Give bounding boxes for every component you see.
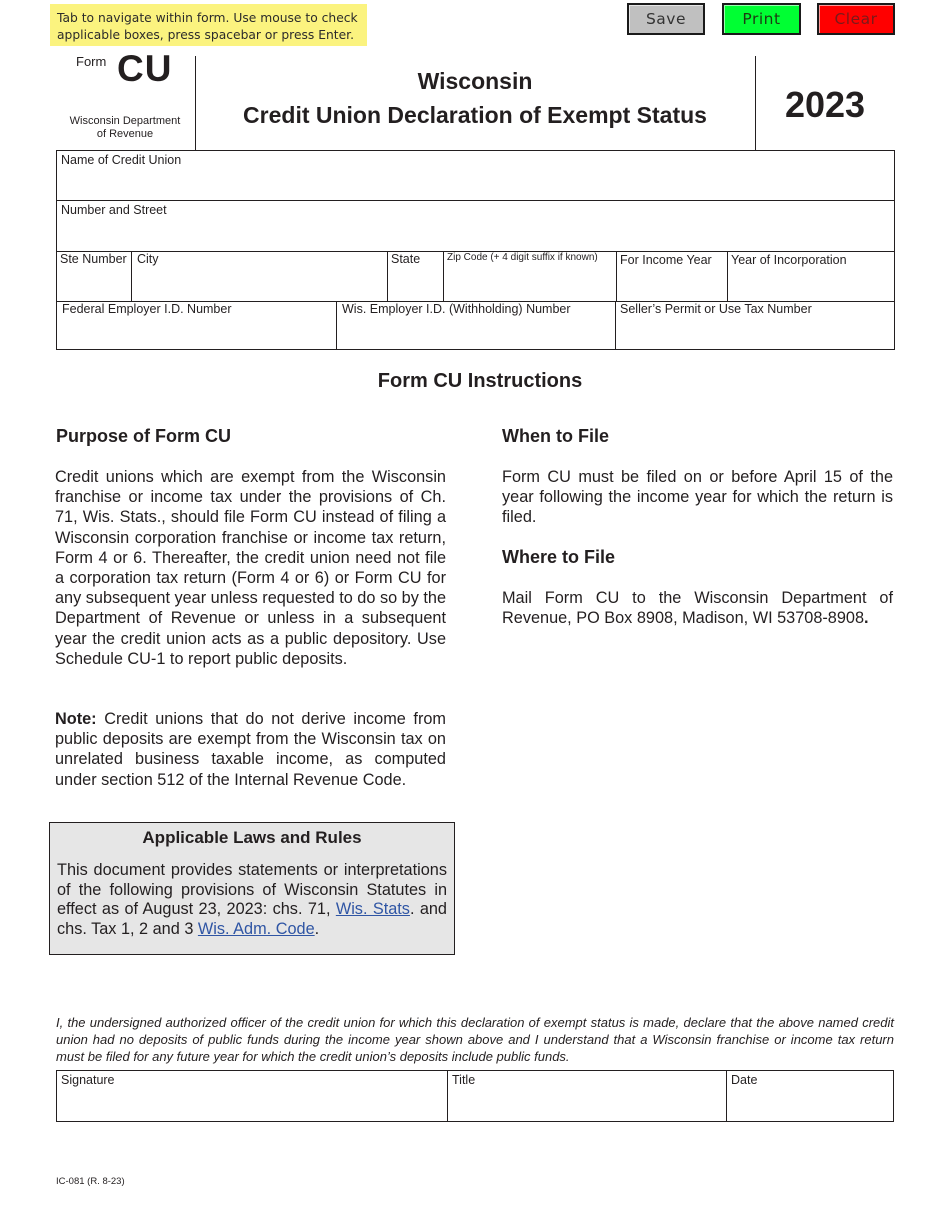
laws-text-part2: . and chs. Tax 1, 2 and 3 xyxy=(57,900,447,938)
note-text: Credit unions that do not derive income from public deposits are exempt from the Wisconsin tax on unrelated business taxable income, as computed under section 512 of the Internal Revenue Code. xyxy=(55,710,446,789)
street-input[interactable] xyxy=(57,219,894,250)
form-label: Form xyxy=(76,54,107,69)
save-button[interactable]: Save xyxy=(627,3,705,35)
where-to-file-heading: Where to File xyxy=(502,547,616,567)
title-label: Title xyxy=(452,1073,476,1087)
date-input[interactable] xyxy=(727,1089,893,1120)
signature-grid xyxy=(56,1070,894,1122)
fein-input[interactable] xyxy=(57,319,336,349)
applicable-laws-title: Applicable Laws and Rules xyxy=(142,828,362,847)
applicable-laws-text xyxy=(50,861,454,939)
print-button[interactable]: Print xyxy=(722,3,801,35)
suite-number-input[interactable] xyxy=(57,269,131,300)
department-line-1: Wisconsin Department xyxy=(69,115,181,127)
page-title: Credit Union Declaration of Exempt Status xyxy=(243,102,707,128)
when-to-file-heading: When to File xyxy=(502,426,609,446)
note-paragraph xyxy=(55,709,446,790)
title-state: Wisconsin xyxy=(417,68,533,94)
wis-employer-id-input[interactable] xyxy=(337,319,615,349)
incorporation-year-input[interactable] xyxy=(728,269,894,300)
entity-info-grid xyxy=(56,150,895,350)
tax-year: 2023 xyxy=(784,84,866,125)
fein-label: Federal Employer I.D. Number xyxy=(62,302,232,316)
zip-code-input[interactable] xyxy=(444,269,616,300)
zip-code-label: Zip Code (+ 4 digit suffix if known) xyxy=(447,252,598,263)
street-label: Number and Street xyxy=(61,203,167,217)
form-revision: IC-081 (R. 8-23) xyxy=(56,1176,125,1187)
wis-employer-id-label: Wis. Employer I.D. (Withholding) Number xyxy=(342,302,571,316)
city-label: City xyxy=(137,252,159,266)
credit-union-name-label: Name of Credit Union xyxy=(61,153,182,167)
department-line-2: of Revenue xyxy=(96,128,154,140)
purpose-heading: Purpose of Form CU xyxy=(56,426,232,446)
sellers-permit-label: Seller’s Permit or Use Tax Number xyxy=(620,302,812,316)
wis-stats-link[interactable]: Wis. Stats xyxy=(335,900,410,918)
purpose-text: Credit unions which are exempt from the Wisconsin franchise or income tax under the provisions of Ch. 71, Wis. Stats., should file Form CU instead of filing a Wisconsin corporation franchise or income tax return, Form 4 or 6. Thereafter, the credit union need not file a corporation tax return (Form 4 or 6) or Form CU for any subsequent year unless requested to do so by the Department of Revenue or unless in a subsequent year the credit union acts as a public depository. Use Schedule CU-1 to report public deposits. xyxy=(55,468,447,668)
when-to-file-text: Form CU must be filed on or before April 15 of the year following the income year for which the return is filed. xyxy=(502,468,893,527)
signature-input[interactable] xyxy=(57,1089,447,1120)
wis-adm-code-link[interactable]: Wis. Adm. Code xyxy=(197,919,315,938)
city-input[interactable] xyxy=(132,269,387,300)
laws-text-part1: This document provides statements or interpretations of the following provisions of Wisconsin Statutes in effect as of August 23, 2023: chs. 71, xyxy=(57,861,447,918)
navigation-hint: Tab to navigate within form. Use mouse to check applicable boxes, press spacebar or press Enter. xyxy=(50,4,367,46)
officer-title-input[interactable] xyxy=(448,1089,726,1120)
date-label: Date xyxy=(731,1073,758,1087)
instructions-title: Form CU Instructions xyxy=(377,370,583,392)
state-input[interactable] xyxy=(388,269,443,300)
laws-text-part3: . xyxy=(314,919,320,938)
signature-label: Signature xyxy=(61,1073,115,1087)
applicable-laws-box xyxy=(49,822,455,955)
sellers-permit-input[interactable] xyxy=(616,319,894,349)
suite-number-label: Ste Number xyxy=(60,252,127,266)
clear-button[interactable]: Clear xyxy=(817,3,895,35)
incorporation-year-label: Year of Incorporation xyxy=(731,253,847,267)
declaration-text: I, the undersigned authorized officer of the credit union for which this declaration of exempt status is made, declare that the above named credit union had no deposits of public funds during the income year shown above and I understand that a Wisconsin franchise or income tax return must be filed for any future year for which the credit union’s deposits include public funds. xyxy=(56,1015,894,1064)
where-to-file-text: Mail Form CU to the Wisconsin Department of Revenue, PO Box 8908, Madison, WI 53708-8908 xyxy=(502,589,893,628)
department-name xyxy=(60,115,190,141)
where-to-file-paragraph xyxy=(502,588,893,628)
income-year-input[interactable] xyxy=(617,269,727,300)
note-label: Note: xyxy=(55,710,97,728)
where-to-file-period: . xyxy=(864,609,869,628)
state-label: State xyxy=(391,252,421,266)
credit-union-name-input[interactable] xyxy=(57,169,894,199)
income-year-label: For Income Year xyxy=(620,253,712,267)
grid-line xyxy=(57,200,894,201)
form-code: CU xyxy=(117,48,173,89)
